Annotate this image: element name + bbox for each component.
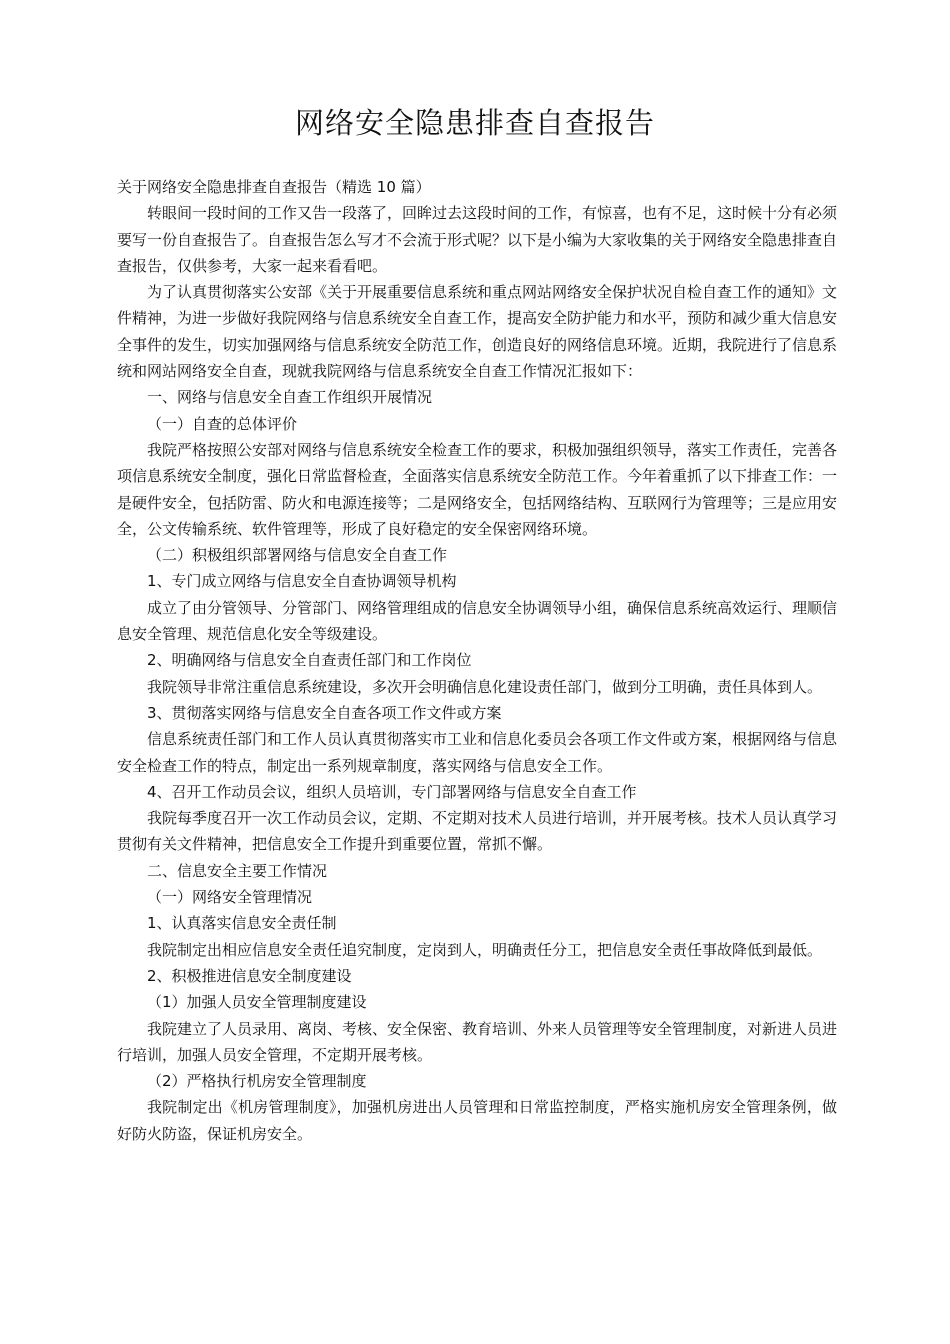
paragraph: 2、积极推进信息安全制度建设: [147, 966, 352, 985]
paragraph: 1、专门成立网络与信息安全自查协调领导机构: [147, 572, 457, 591]
paragraph: （一）网络安全管理情况: [147, 888, 313, 907]
document-body: [117, 174, 837, 1147]
paragraph: 我院制定出《机房管理制度》，加强机房进出人员管理和日常监控制度，严格实施机房安全管理条例，做好防火防盗，保证机房安全。: [117, 1098, 837, 1143]
paragraph: （二）积极组织部署网络与信息安全自查工作: [147, 546, 448, 565]
paragraph: 转眼间一段时间的工作又告一段落了，回眸过去这段时间的工作，有惊喜，也有不足，这时候十分有必须要写一份自查报告了。自查报告怎么写才不会流于形式呢？以下是小编为大家收集的关于网络安全隐患排查自查报告，仅供参考，大家一起来看看吧。: [117, 204, 838, 275]
paragraph: 我院严格按照公安部对网络与信息系统安全检查工作的要求，积极加强组织领导，落实工作责任，完善各项信息系统安全制度，强化日常监督检查，全面落实信息系统安全防范工作。今年着重抓了以下排查工作：一是硬件安全，包括防雷、防火和电源连接等；二是网络安全，包括网络结构、互联网行为管理等；三是应用安全，公文传输系统、软件管理等，形成了良好稳定的安全保密网络环境。: [117, 440, 838, 538]
paragraph: 信息系统责任部门和工作人员认真贯彻落实市工业和信息化委员会各项工作文件或方案，根据网络与信息安全检查工作的特点，制定出一系列规章制度，落实网络与信息安全工作。: [117, 730, 838, 775]
paragraph: 我院建立了人员录用、离岗、考核、安全保密、教育培训、外来人员管理等安全管理制度，对新进人员进行培训，加强人员安全管理，不定期开展考核。: [117, 1019, 838, 1064]
paragraph: 我院领导非常注重信息系统建设，多次开会明确信息化建设责任部门，做到分工明确，责任具体到人。: [147, 677, 823, 696]
paragraph: 成立了由分管领导、分管部门、网络管理组成的信息安全协调领导小组，确保信息系统高效运行、理顺信息安全管理、规范信息化安全等级建设。: [117, 598, 838, 644]
paragraph: 关于网络安全隐患排查自查报告（精选 10 篇）: [117, 178, 431, 196]
paragraph: 3、贯彻落实网络与信息安全自查各项工作文件或方案: [147, 703, 502, 722]
paragraph: 1、认真落实信息安全责任制: [147, 914, 337, 933]
paragraph: 我院制定出相应信息安全责任追究制度，定岗到人，明确责任分工，把信息安全责任事故降低到最低。: [147, 940, 823, 959]
paragraph: 一、网络与信息安全自查工作组织开展情况: [147, 388, 433, 407]
paragraph: 2、明确网络与信息安全自查责任部门和工作岗位: [147, 651, 472, 670]
paragraph: （1）加强人员安全管理制度建设: [147, 993, 367, 1012]
paragraph: 二、信息安全主要工作情况: [147, 861, 328, 880]
document-title: 网络安全隐患排查自查报告: [294, 106, 655, 140]
paragraph: 我院每季度召开一次工作动员会议，定期、不定期对技术人员进行培训，并开展考核。技术人员认真学习贯彻有关文件精神，把信息安全工作提升到重要位置，常抓不懈。: [117, 809, 838, 854]
paragraph: 为了认真贯彻落实公安部《关于开展重要信息系统和重点网站网络安全保护状况自检自查工作的通知》文件精神，为进一步做好我院网络与信息系统安全自查工作，提高安全防护能力和水平，预防和减少重大信息安全事件的发生，切实加强网络与信息系统安全防范工作，创造良好的网络信息环境。近期，我院进行了信息系统和网站网络安全自查，现就我院网络与信息系统安全自查工作情况汇报如下：: [117, 283, 838, 381]
paragraph: （2）严格执行机房安全管理制度: [147, 1072, 367, 1091]
paragraph: 4、召开工作动员会议，组织人员培训，专门部署网络与信息安全自查工作: [147, 782, 637, 801]
paragraph: （一）自查的总体评价: [147, 414, 298, 433]
